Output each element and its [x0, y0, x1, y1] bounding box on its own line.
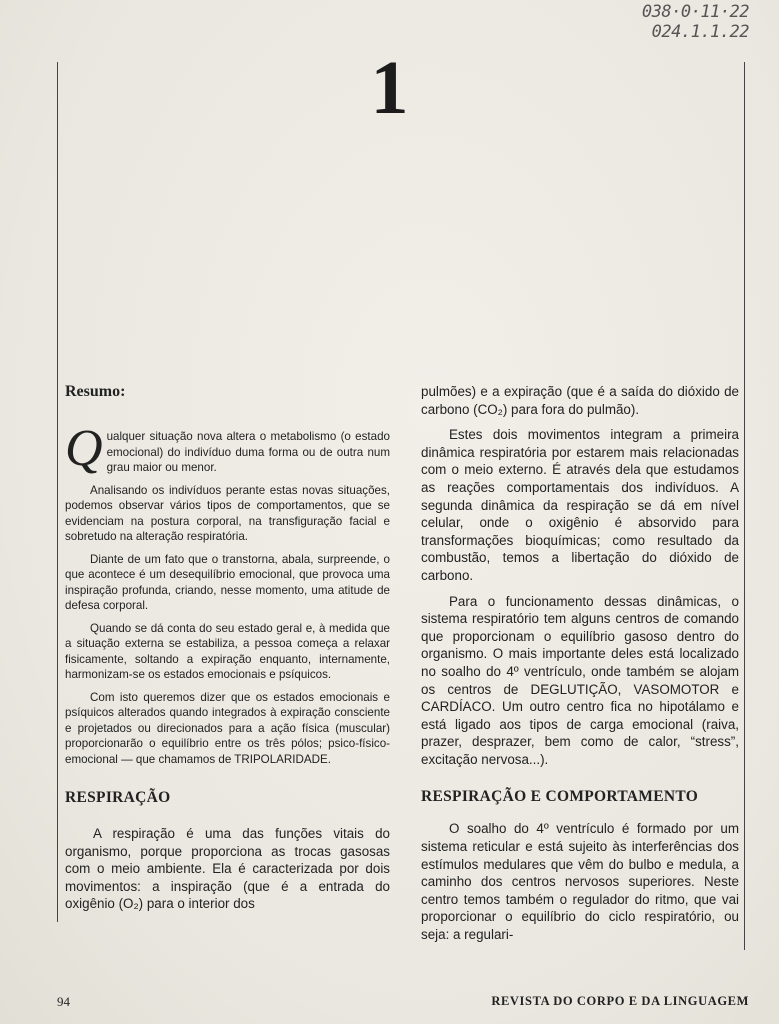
handwritten-annotation: 038·0·11·22: [641, 2, 749, 22]
drop-cap: Q: [65, 420, 103, 477]
abstract-paragraph: Diante de um fato que o transtorna, abala, surpreende, o que acontece é um desequilíbrio emocional, que provoca uma inspiração profunda, criando, nesse momento, uma atitude de defesa corporal.: [65, 552, 390, 612]
abstract-title: Resumo:: [65, 383, 126, 400]
abstract-paragraph: Com isto queremos dizer que os estados emocionais e psíquicos alterados quando integrados à expiração consciente e projetados ou direcionados para a ação física (muscular) proporcionarão o equilíbrio entre os três pólos; psico-físico-emocional — que chamamos de TRIPOLARIDADE.: [65, 690, 390, 766]
right-column: [421, 383, 739, 952]
body-paragraph: pulmões) e a expiração (que é a saída do dióxido de carbono (CO₂) para fora do pulmão).: [421, 384, 739, 417]
abstract-paragraph: Qualquer situação nova altera o metabolismo (o estado emocional) do indivíduo duma forma ou de outra num grau maior ou menor.: [65, 420, 390, 477]
body-paragraph: Para o funcionamento dessas dinâmicas, o sistema respiratório tem alguns centros de comando que proporcionam o equilíbrio gasoso dentro do organismo. O mais importante deles está localizado no soalho do 4º ventrículo, onde também se alojam os centros de DEGLUTIÇÃO, VASOMOTOR e CARDÍACO. Um outro centro fica no hipotálamo e está ligado aos tipos de carga emocional (raiva, prazer, desprazer, bem como de calor, “stress”, excitação nervosa...).: [421, 593, 739, 767]
abstract: [65, 420, 390, 767]
section-body-continued: [421, 383, 739, 768]
journal-name: REVISTA DO CORPO E DA LINGUAGEM: [491, 994, 749, 1008]
frame-rule-right: [744, 62, 745, 950]
frame-rule-left: [57, 62, 58, 922]
section-body-respiracao: [65, 825, 390, 913]
chapter-number: 1: [370, 46, 409, 130]
body-paragraph: O soalho do 4º ventrículo é formado por um sistema reticular e está sujeito às interferências dos estímulos medulares que vêm do bulbo e medula, a caminho dos centros nervosos superiores. Neste centro temos também o regulador do ritmo, que vai proporcionar o equilíbrio do ciclo respiratório, ou seja: a regulari-: [421, 821, 739, 943]
handwritten-annotation: 024.1.1.22: [651, 22, 749, 42]
body-paragraph: Estes dois movimentos integram a primeira dinâmica respiratória por estarem mais relacionadas com o meio externo. É através dela que estudamos as reações comportamentais dos indivíduos. A segunda dinâmica da respiração se dá em nível celular, onde o oxigênio é absorvido para transformações bioquímicas; como resultado da combustão, temos a libertação do dióxido de carbono.: [421, 427, 739, 583]
section-title-comportamento: RESPIRAÇÃO E COMPORTAMENTO: [421, 788, 699, 806]
left-column: [65, 383, 390, 921]
section-body-comportamento: [421, 820, 739, 943]
page-number: 94: [57, 994, 70, 1009]
section-title-respiracao: RESPIRAÇÃO: [65, 789, 171, 806]
abstract-paragraph: Quando se dá conta do seu estado geral e, à medida que a situação externa se estabiliza, a pessoa começa a relaxar fisicamente, soltando a expiração enquanto, internamente, harmonizam-se os estados emocionais e psíquicos.: [65, 621, 390, 681]
abstract-paragraph: Analisando os indivíduos perante estas novas situações, podemos observar vários tipos de comportamentos, que se evidenciam na postura corporal, na transfiguração facial e sobretudo na alteração respiratória.: [65, 483, 390, 543]
body-paragraph: A respiração é uma das funções vitais do organismo, porque proporciona as trocas gasosas com o meio ambiente. Ela é caracterizada por dois movimentos: a inspiração (que é a entrada do oxigênio (O₂) para o interior dos: [65, 826, 390, 912]
